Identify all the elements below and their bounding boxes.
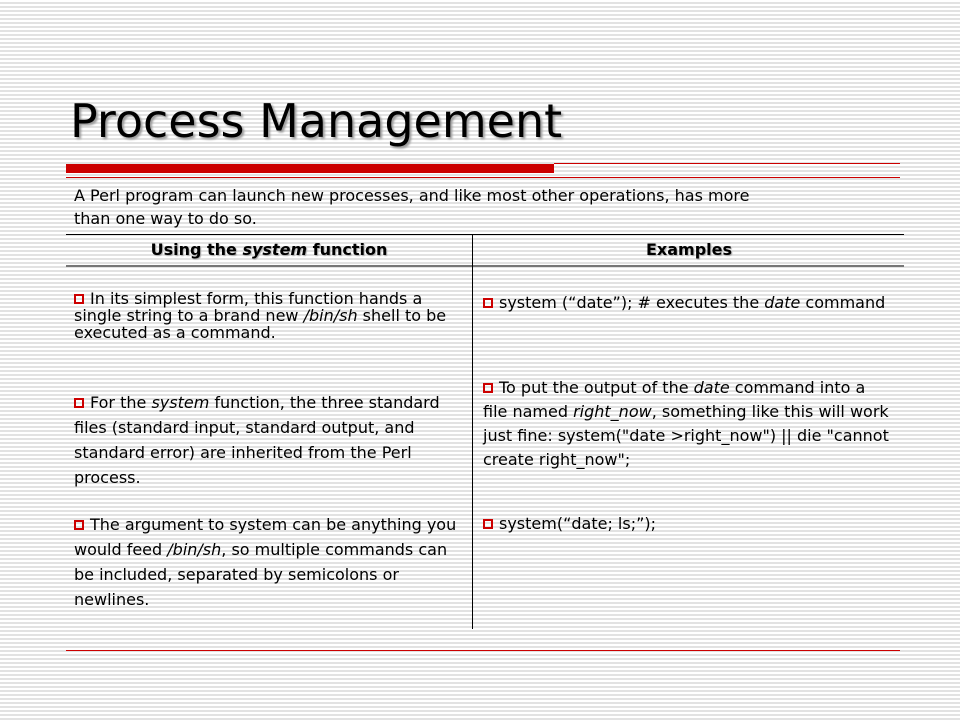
right-column-header: Examples — [645, 240, 733, 259]
column-divider — [472, 235, 473, 629]
left-column-header: Using the system function — [150, 240, 388, 259]
square-bullet-icon — [483, 383, 493, 393]
title-underline-rule-lower — [66, 177, 900, 178]
list-item: system(“date; ls;”); — [483, 512, 893, 536]
title-underline-accent — [66, 164, 554, 173]
list-item: For the system function, the three standard files (standard input, standard output, and standard error) are inherited from the Perl process. — [74, 393, 440, 487]
square-bullet-icon — [483, 519, 493, 529]
list-item: The argument to system can be anything you would feed /bin/sh, so multiple commands can be included, separated by semicolons or newlines. — [74, 515, 457, 609]
table-top-border — [66, 234, 904, 235]
title-underline-rule — [554, 163, 900, 164]
square-bullet-icon — [483, 298, 493, 308]
bottom-rule — [66, 650, 900, 651]
table-header-border — [66, 265, 904, 267]
intro-text: A Perl program can launch new processes, and like most other operations, has more than one way to do so. — [74, 186, 750, 228]
square-bullet-icon — [74, 520, 84, 530]
square-bullet-icon — [74, 294, 84, 304]
list-item: To put the output of the date command into a file named right_now, something like this will work just fine: system("date >right_now") || die "cannot create right_now"; — [483, 378, 889, 469]
code-snippet: system("date >right_now") || die "cannot create right_now"; — [483, 426, 889, 469]
square-bullet-icon — [74, 398, 84, 408]
list-item: system (“date”); # executes the date command — [483, 294, 893, 311]
slide-title: Process Management — [70, 94, 563, 148]
list-item: In its simplest form, this function hands a single string to a brand new /bin/sh shell to be executed as a command. — [74, 289, 447, 342]
